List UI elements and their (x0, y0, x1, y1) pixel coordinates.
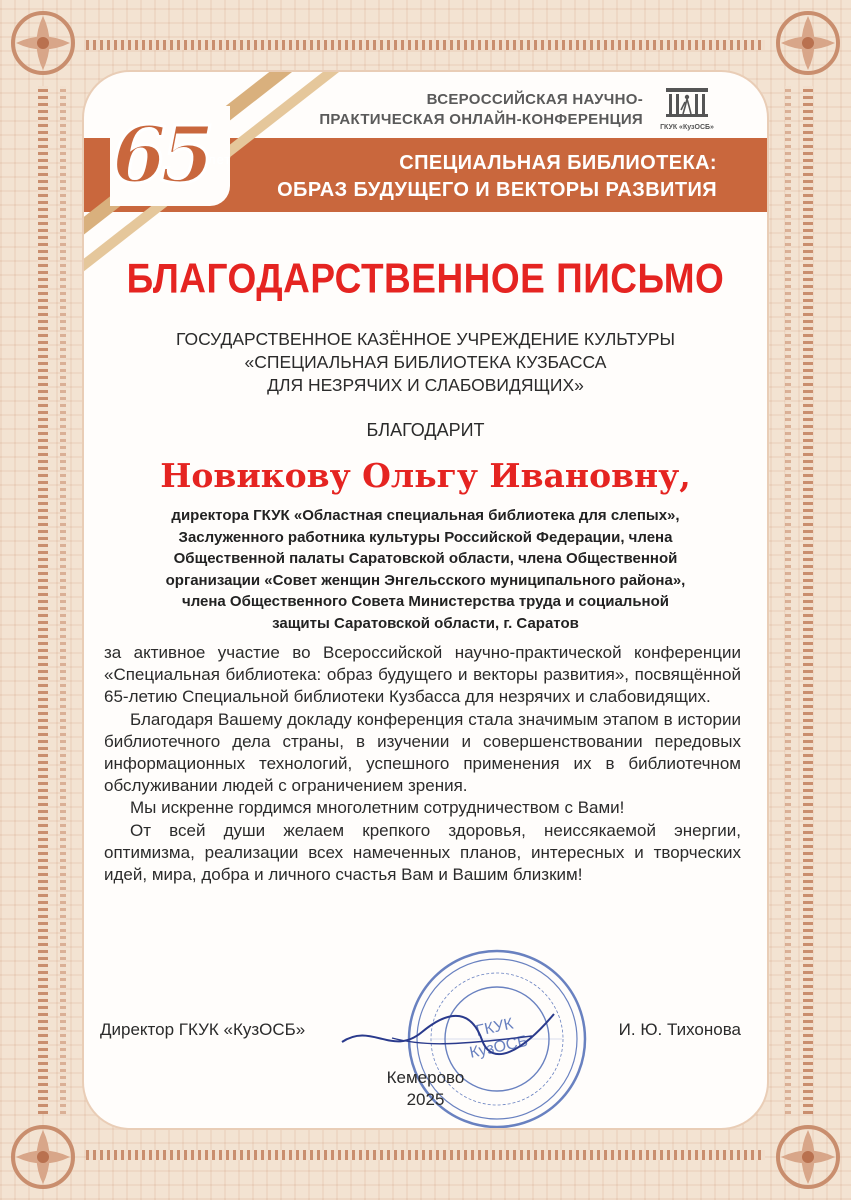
conference-type (319, 90, 643, 130)
frame-border-right-inner (785, 86, 791, 1114)
year: 2025 (406, 1090, 445, 1109)
frame-border-top (86, 40, 765, 50)
place-date (84, 1067, 767, 1111)
organization-line: «СПЕЦИАЛЬНАЯ БИБЛИОТЕКА КУЗБАССА (244, 352, 607, 372)
position-line: организации «Совет женщин Энгельсского муниципального района», (165, 571, 686, 589)
thanks-word: БЛАГОДАРИТ (366, 420, 485, 440)
position-line: Общественной палаты Саратовской области, члена Общественной (173, 550, 678, 567)
logo-caption: ГКУК «КузОСБ» (660, 124, 714, 131)
recipient-position (114, 505, 737, 634)
body-paragraph: От всей души желаем крепкого здоровья, неиссякаемой энергии, оптимизма, реализации всех намеченных планов, интересных и творческих идей, мира, добра и личного счастья Вам и Вашим близким! (104, 820, 741, 885)
corner-ornament-bottom-right (771, 1120, 845, 1194)
stamp-text: ГКУК (474, 1015, 515, 1040)
position-line: члена Общественного Совета Министерства труда и социальной (181, 593, 670, 610)
corner-ornament-bottom-left (6, 1120, 80, 1194)
corner-ornament-top-left (6, 6, 80, 80)
frame-border-left-inner (60, 86, 66, 1114)
conference-type-line: ВСЕРОССИЙСКАЯ НАУЧНО- (426, 91, 643, 108)
conference-name (277, 150, 717, 204)
anniversary-number: 65 (112, 110, 209, 201)
conference-name-line: СПЕЦИАЛЬНАЯ БИБЛИОТЕКА: (399, 152, 717, 174)
position-line: Заслуженного работника культуры Российской Федерации, члена (178, 528, 673, 546)
body-paragraph: Мы искренне гордимся многолетним сотрудничеством с Вами! (130, 798, 625, 818)
corner-ornament-top-right (771, 6, 845, 80)
signer-title: Директор ГКУК «КузОСБ» (100, 1020, 306, 1039)
organization-line: ДЛЯ НЕЗРЯЧИХ И СЛАБОВИДЯЩИХ» (267, 375, 584, 395)
frame-border-left (38, 86, 48, 1114)
letter-title: БЛАГОДАРСТВЕННОЕ ПИСЬМО (126, 255, 725, 302)
recipient-name: Новикову Ольгу Ивановну, (160, 456, 691, 495)
frame-border-bottom (86, 1150, 765, 1160)
library-logo (659, 86, 715, 132)
letter-body (104, 642, 741, 886)
conference-type-line: ПРАКТИЧЕСКАЯ ОНЛАЙН-КОНФЕРЕНЦИЯ (319, 111, 643, 128)
conference-name-line: ОБРАЗ БУДУЩЕГО И ВЕКТОРЫ РАЗВИТИЯ (277, 179, 717, 201)
certificate-sheet (84, 72, 767, 1128)
position-line: защиты Саратовской области, г. Саратов (272, 614, 579, 632)
signature (332, 1002, 562, 1062)
city: Кемерово (386, 1068, 465, 1087)
stamp-text: КузОСБ (468, 1032, 530, 1062)
signer-name: И. Ю. Тихонова (618, 1020, 741, 1039)
body-paragraph: за активное участие во Всероссийской научно-практической конференции «Специальная библиотека: образ будущего и векторы развития», посвящённой 65-летию Специальной библиотеки Кузбасса для незрячих и слабовидящих. (104, 643, 741, 707)
body-paragraph: Благодаря Вашему докладу конференция стала значимым этапом в истории библиотечного дела страны, в изучении и совершенствовании передовых информационных технологий, успешного применения их в библиотечном обслуживании людей с ограничением зрения. (104, 709, 741, 796)
organization-line: ГОСУДАРСТВЕННОЕ КАЗЁННОЕ УЧРЕЖДЕНИЕ КУЛЬТУРЫ (175, 329, 676, 349)
library-building-icon (664, 86, 710, 118)
issuing-organization (84, 328, 767, 397)
position-line: директора ГКУК «Областная специальная библиотека для слепых», (171, 507, 680, 524)
anniversary-word: лет (208, 152, 232, 167)
frame-border-right (803, 86, 813, 1114)
